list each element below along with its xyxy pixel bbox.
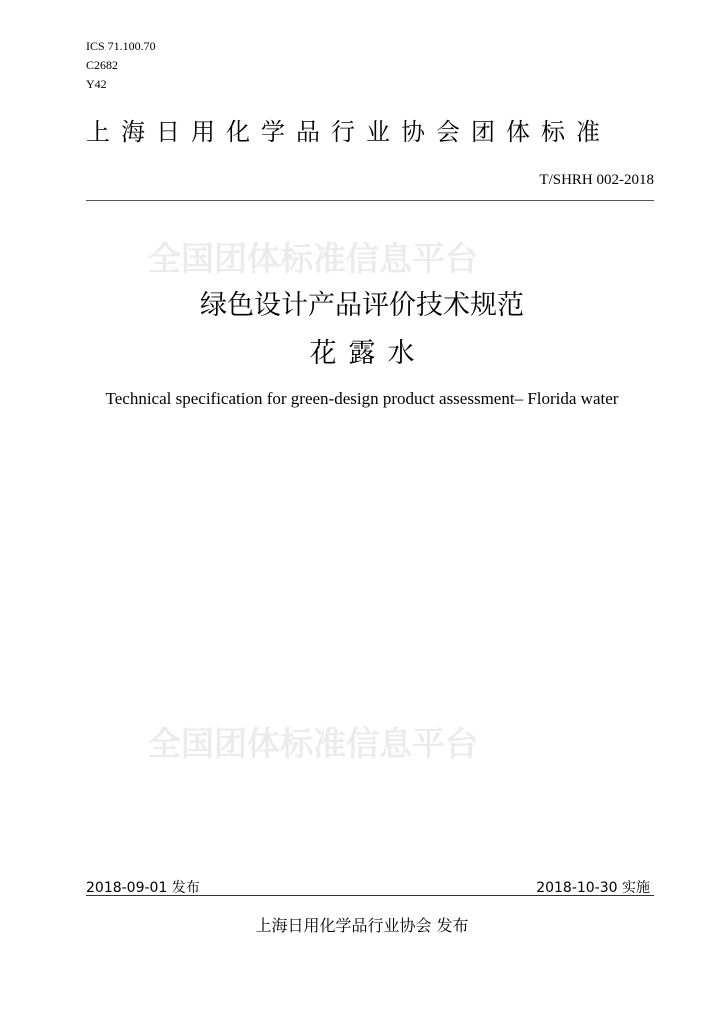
ccs-code: C2682: [86, 58, 119, 72]
footer-divider: [86, 895, 654, 896]
implement-date: 2018-10-30 实施: [536, 880, 650, 896]
title-chinese-line2: 花露水: [309, 338, 427, 369]
classification-codes: [86, 37, 156, 94]
header-divider: [86, 200, 654, 201]
class-code: Y42: [86, 77, 107, 91]
watermark-bottom: 全国团体标准信息平台: [148, 724, 478, 763]
watermark-top: 全国团体标准信息平台: [148, 239, 478, 278]
publisher: 上海日用化学品行业协会 发布: [255, 916, 469, 935]
title-chinese-line1: 绿色设计产品评价技术规范: [200, 290, 524, 321]
title-english: Technical specification for green-design product assessment– Florida water: [105, 389, 619, 408]
ics-code: ICS 71.100.70: [86, 39, 156, 53]
standard-number: T/SHRH 002-2018: [539, 172, 654, 188]
publish-date: 2018-09-01 发布: [86, 880, 200, 896]
organization-title: 上海日用化学品行业协会团体标准: [86, 118, 611, 146]
